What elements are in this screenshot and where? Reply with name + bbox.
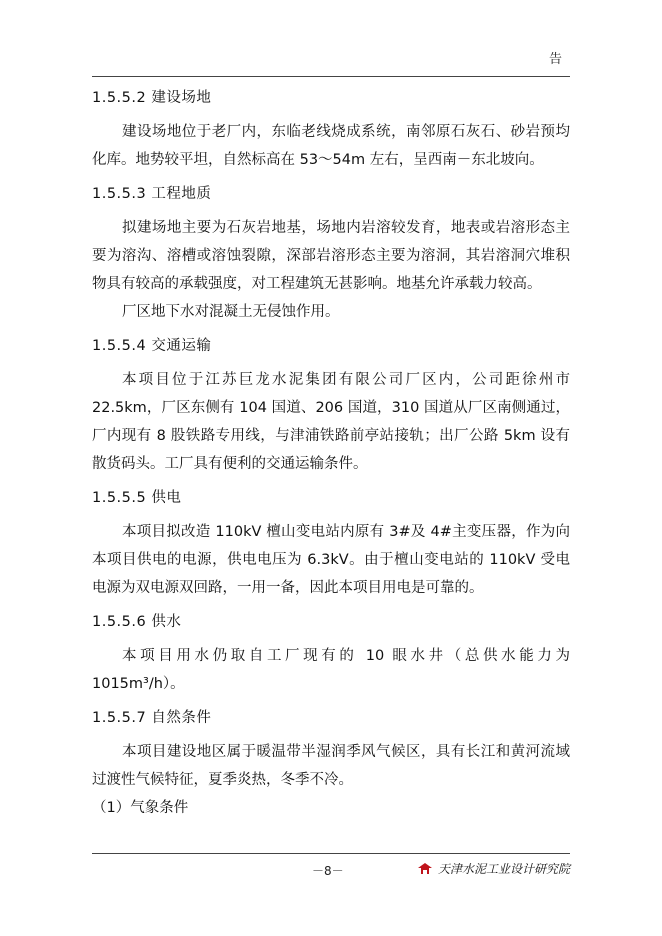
section-heading: 1.5.5.6 供水 [92,614,182,630]
section-heading: 1.5.5.2 建设场地 [92,90,212,106]
paragraph: 本项目用水仍取自工厂现有的 10 眼水井（总供水能力为 1015m³/h）。 [92,648,570,692]
institute-signature [416,860,570,877]
subheading-weather: （1）气象条件 [92,800,189,816]
section-heading: 1.5.5.5 供电 [92,490,182,506]
paragraph: 厂区地下水对混凝土无侵蚀作用。 [122,304,340,320]
section-construction-site [92,84,570,174]
header-rule [92,76,570,77]
header-mark: 告 [548,52,562,67]
section-natural-conditions [92,704,570,794]
footer-rule [92,853,570,854]
paragraph: 拟建场地主要为石灰岩地基，场地内岩溶较发育，地表或岩溶形态主要为溶沟、溶槽或溶蚀裂隙，深部岩溶形态主要为溶洞，其岩溶洞穴堆积物具有较高的承载强度，对工程建筑无甚影响。地基允许承载力较高。 [92,220,570,292]
section-water-supply [92,608,570,698]
document-body [92,84,570,822]
paragraph: 本项目拟改造 110kV 檀山变电站内原有 3#及 4#主变压器，作为向本项目供电的电源，供电电压为 6.3kV。由于檀山变电站的 110kV 受电电源为双电源双回路，一用一备，因此本项目用电是可靠的。 [92,524,570,596]
paragraph: 本项目建设地区属于暖温带半湿润季风气候区，具有长江和黄河流域过渡性气候特征，夏季炎热，冬季不冷。 [92,744,570,788]
section-geology [92,180,570,326]
institute-name: 天津水泥工业设计研究院 [437,862,570,876]
section-power-supply [92,484,570,602]
paragraph: 建设场地位于老厂内，东临老线烧成系统，南邻原石灰石、砂岩预均化库。地势较平坦，自然标高在 53～54m 左右，呈西南－东北坡向。 [92,124,570,168]
section-transport [92,332,570,478]
institute-logo-icon [416,862,434,876]
section-heading: 1.5.5.3 工程地质 [92,186,212,202]
section-heading: 1.5.5.7 自然条件 [92,710,212,726]
page-number: －8－ [312,864,344,878]
paragraph: 本项目位于江苏巨龙水泥集团有限公司厂区内，公司距徐州市 22.5km，厂区东侧有 104 国道、206 国道，310 国道从厂区南侧通过，厂内现有 8 股铁路专用线，与津浦铁路前亭站接轨；出厂公路 5km 设有散货码头。工厂具有便利的交通运输条件。 [92,372,570,472]
section-heading: 1.5.5.4 交通运输 [92,338,212,354]
